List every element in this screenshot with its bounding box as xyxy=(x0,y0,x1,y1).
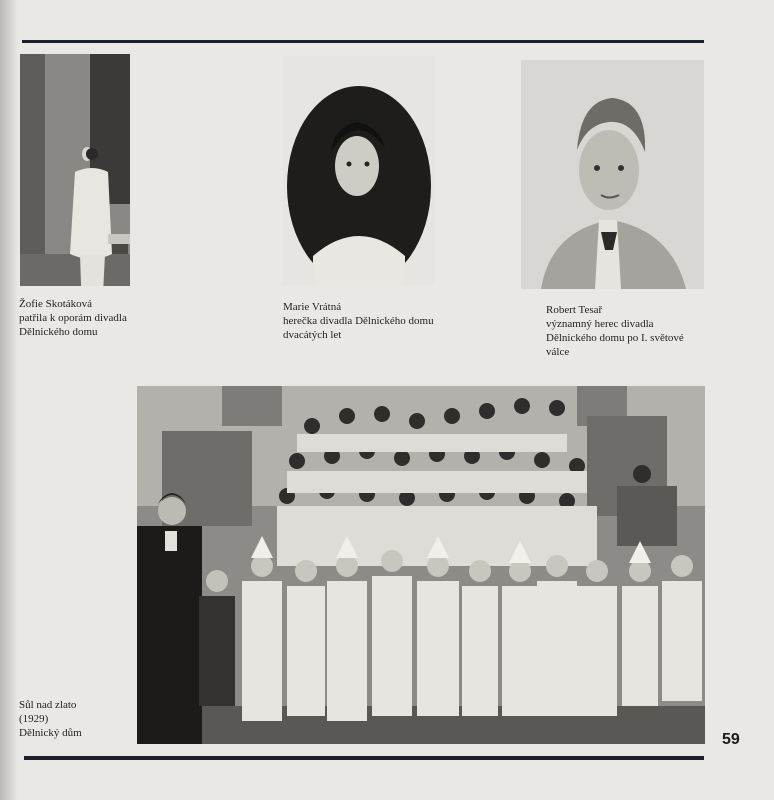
caption-line: Dělnického domu po I. světové xyxy=(546,332,684,344)
photo-sul-nad-zlato-group xyxy=(137,386,705,744)
caption-robert-tesar xyxy=(546,303,684,359)
caption-line: Marie Vrátná xyxy=(283,301,342,313)
caption-line: Robert Tesař xyxy=(546,304,603,316)
caption-line: Dělnický dům xyxy=(19,727,82,739)
photo-robert-tesar xyxy=(521,60,704,289)
caption-zofie-skotakova xyxy=(19,297,127,339)
caption-line: dvacátých let xyxy=(283,329,342,341)
caption-line: válce xyxy=(546,346,570,358)
page-number: 59 xyxy=(722,731,740,748)
caption-marie-vratna xyxy=(283,300,434,342)
caption-line: patřila k oporám divadla xyxy=(19,312,127,324)
caption-line: Dělnického domu xyxy=(19,326,98,338)
caption-line: Sůl nad zlato xyxy=(19,699,77,711)
caption-line: herečka divadla Dělnického domu xyxy=(283,315,434,327)
caption-line: významný herec divadla xyxy=(546,318,654,330)
bottom-rule xyxy=(24,756,704,760)
photo-marie-vratna xyxy=(283,56,435,286)
top-rule xyxy=(22,40,704,43)
caption-sul-nad-zlato xyxy=(19,698,82,740)
page-gutter-shadow xyxy=(0,0,18,800)
caption-line: (1929) xyxy=(19,713,49,725)
caption-line: Žofie Skotáková xyxy=(19,298,93,310)
photo-zofie-skotakova xyxy=(20,54,130,286)
